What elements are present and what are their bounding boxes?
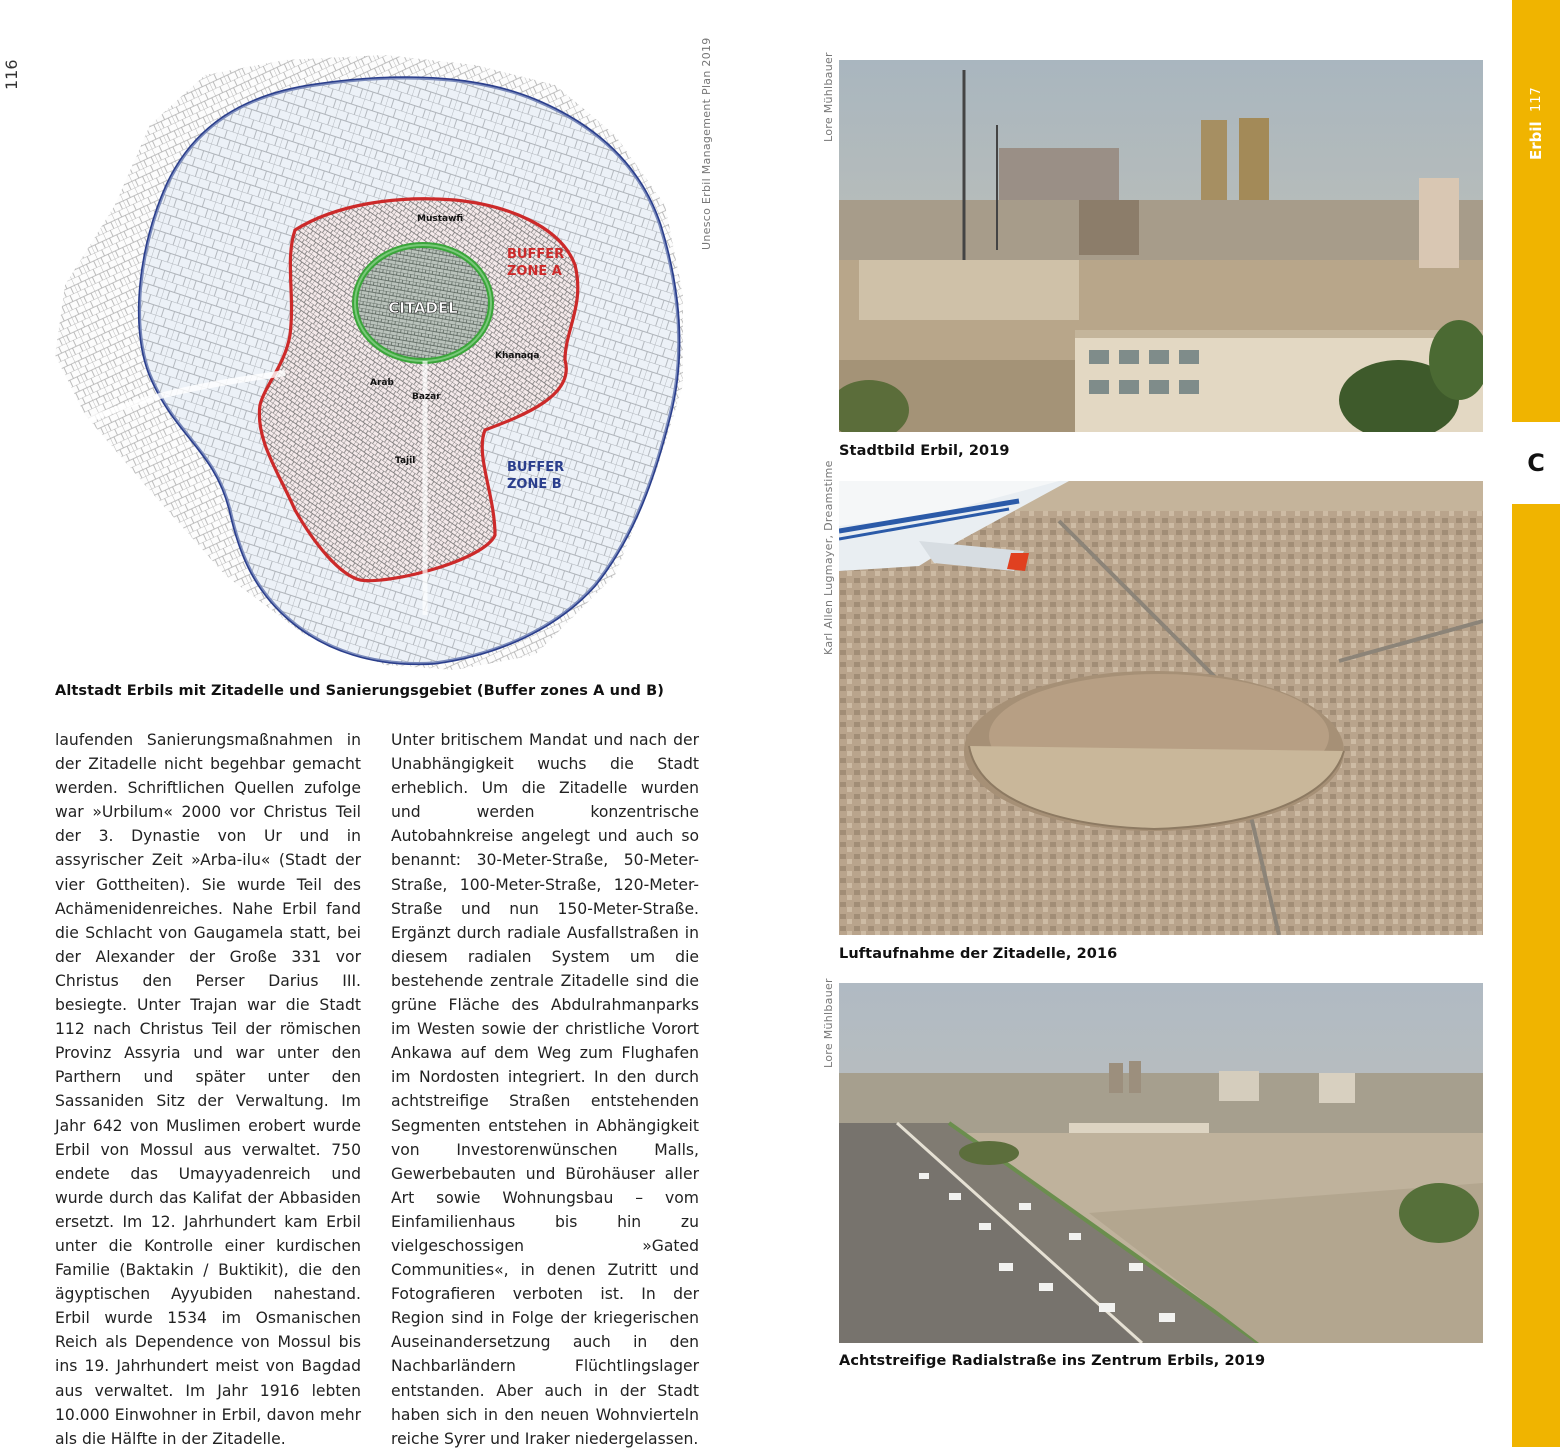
label-buffer-b-2: ZONE B (507, 477, 562, 492)
label-buffer-a-1: BUFFER (507, 247, 565, 262)
chapter-letter-box (1512, 422, 1560, 504)
text-column-2: Unter britischem Mandat und nach der Unabhängigkeit wuchs die Stadt erheblich. Um die Zitadelle wurden und werden konzentrische Autobahnkreise angelegt und auch so benannt: 30-Meter-Straße, 50-Meter-Straße, 100-Meter-Straße, 120-Meter- Straße und nun 150-Meter-Straße. Ergänzt durch radiale Ausfallstraßen in diesem radialen System um die bestehende zentrale Zitadelle sind die grüne Fläche des Abdulrahmanparks im Westen sowie der christliche Vorort Ankawa auf dem Weg zum Flughafen im Nordosten integriert. In den durch achtstreifige Straßen entstehenden Segmenten entstehen in Abhängigkeit von Investorenwünschen Malls, Gewerbebauten und Bürohäuser aller Art sowie Wohnungsbau – vom Einfamilienhaus bis hin zu vielgeschossigen »Gated Communities«, in denen Zutritt und Fotografieren verboten ist. In der Region sind in Folge der kriegerischen Auseinandersetzung auch in den Nachbarländern Flüchtlingslager entstanden. Aber auch in der Stadt haben sich in den neuen Wohnvierteln reiche Syrer und Iraker niedergelassen. (391, 731, 699, 1448)
text-column-1: laufenden Sanierungsmaßnahmen in der Zitadelle nicht begehbar gemacht werden. Schriftlichen Quellen zufolge war »Urbilum« 2000 vor Christus Teil der 3. Dynastie von Ur und in assyrischer Zeit »Arba-ilu« (Stadt der vier Gottheiten). Sie wurde Teil des Achämenidenreiches. Nahe Erbil fand die Schlacht von Gaugamela statt, bei der Alexander der Große 331 vor Christus den Perser Darius III. besiegte. Unter Trajan war die Stadt 112 nach Christus Teil der römischen Provinz Assyria und war unter den Parthern und später unter den Sassaniden Sitz der Verwaltung. Im Jahr 642 von Muslimen erobert wurde Erbil von Mossul aus verwaltet. 750 endete das Umayyadenreich und wurde durch das Kalifat der Abbasiden ersetzt. Im 12. Jahrhundert kam Erbil unter die Kontrolle einer kurdischen Familie (Baktakin / Buktikit), die den ägyptischen Ayyubiden nahestand. Erbil wurde 1534 im Osmanischen Reich als Dependence von Mossul bis ins 19. Jahrhundert meist von Bagdad aus verwaltet. Im Jahr 1916 lebten 10.000 Einwohner in Erbil, davon mehr als die Hälfte in der Zitadelle. (55, 731, 361, 1448)
chapter-tab-bottom (1512, 504, 1560, 1447)
photo-1-caption: Stadtbild Erbil, 2019 (839, 443, 1010, 459)
label-mustawfi: Mustawfi (417, 214, 464, 224)
road-image (839, 983, 1483, 1343)
label-buffer-a-2: ZONE A (507, 264, 562, 279)
photo-cityscape (839, 60, 1483, 432)
label-tajil: Tajil (395, 456, 416, 466)
photo-3-credit: Lore Mühlbauer (822, 978, 835, 1068)
aerial-image (839, 481, 1483, 935)
section-label: Erbil (1527, 121, 1545, 160)
label-arab: Arab (370, 378, 394, 388)
map-credit: Unesco Erbil Management Plan 2019 (700, 37, 713, 250)
chapter-letter: C (1527, 449, 1545, 477)
photo-aerial-citadel (839, 481, 1483, 935)
old-town-map (55, 55, 685, 670)
chapter-tab-top (1512, 0, 1560, 422)
photo-2-caption: Luftaufnahme der Zitadelle, 2016 (839, 946, 1118, 962)
label-citadel: CITADEL (388, 299, 458, 317)
map-svg (55, 55, 685, 670)
cityscape-image (839, 60, 1483, 432)
photo-radial-road (839, 983, 1483, 1343)
photo-3-caption: Achtstreifige Radialstraße ins Zentrum Erbils, 2019 (839, 1353, 1266, 1369)
label-buffer-b-1: BUFFER (507, 460, 565, 475)
page-number-right: 117 (1529, 87, 1544, 112)
photo-2-credit: Karl Allen Lugmayer, Dreamstime (822, 460, 835, 655)
page-number-left: 116 (2, 59, 21, 90)
label-bazar: Bazar (412, 392, 441, 402)
map-caption: Altstadt Erbils mit Zitadelle und Sanierungsgebiet (Buffer zones A und B) (55, 683, 664, 699)
photo-1-credit: Lore Mühlbauer (822, 52, 835, 142)
label-khanaqa: Khanaqa (495, 351, 540, 361)
